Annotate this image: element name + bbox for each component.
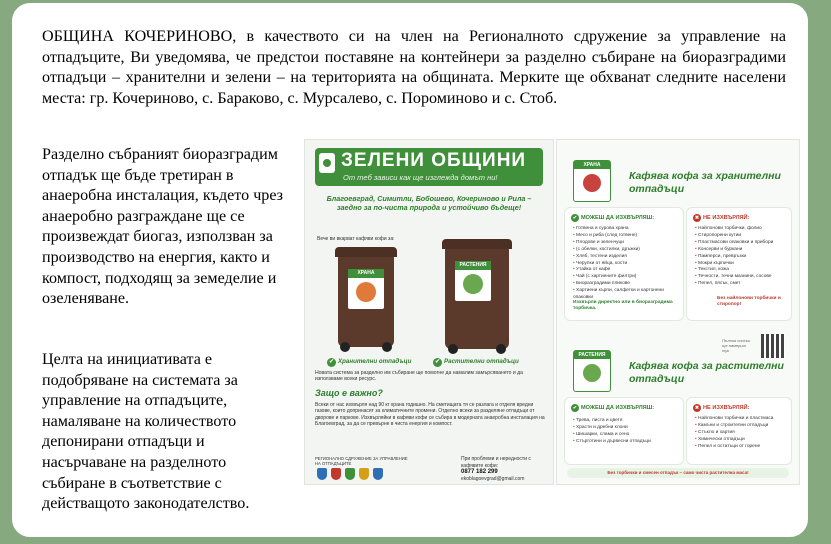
bin-tag: ХРАНА [348, 269, 384, 278]
list-item: • Хляб, тестени изделия [573, 254, 683, 261]
check-food-waste: ✔ Хранителни отпадъци [327, 358, 411, 367]
wheel-icon [340, 342, 350, 352]
list-item: • Найлонови торбички, фолио [695, 226, 791, 233]
municipality-crest-icon [345, 468, 355, 480]
poster-title: ЗЕЛЕНИ ОБЩИНИ [341, 150, 527, 171]
contact-block [461, 456, 549, 482]
poster-lead: Благоевград, Симитли, Бобошево, Кочериново и Рила – заедно за по-чиста природа и устойчиво бъдеще! [326, 194, 532, 212]
municipality-crest-icon [373, 468, 383, 480]
plant-bin-icon [573, 350, 611, 392]
food-tag: ХРАНА [574, 161, 610, 169]
list-item: • Готвена и сурова храна [573, 226, 683, 233]
poster-small-text: Вече ви вкарват кафяви кофи за: [317, 236, 395, 242]
plant-forbidden-box [687, 398, 791, 464]
food-allowed-list [573, 226, 683, 302]
poster-banner [315, 148, 543, 186]
list-item: • Черупки от яйца, кости [573, 261, 683, 268]
plant-forbidden-list [695, 416, 791, 451]
plant-icon [463, 274, 483, 294]
food-allowed-note: Изхвърли директно или в биоразградима торбичка. [573, 300, 673, 311]
food-icon [356, 282, 376, 302]
wheel-icon [448, 344, 458, 354]
why-heading: Защо е важно? [315, 388, 383, 398]
plant-section-title: Кафява кофа за растителни отпадъци [629, 360, 784, 385]
contact-email: ekoblagoevgrad@gmail.com [461, 475, 525, 482]
poster-note: Новата система за разделно им събиране ще помогне да намалим замърсяването и да използваме всеки ресурс. [315, 370, 523, 383]
food-icon [583, 174, 601, 192]
wheel-icon [382, 342, 392, 352]
list-item: • Месо и риба (след готвене) [573, 233, 683, 240]
list-item: • Чай (с хартиените филтри) [573, 274, 683, 281]
forbidden-heading: ✖ НЕ ИЗХВЪРЛЯЙ: [693, 404, 749, 412]
municipality-crest-icon [317, 468, 327, 480]
plant-tag: РАСТЕНИЯ [574, 351, 610, 359]
list-item: • Утайка от кафе [573, 267, 683, 274]
leaf-logo-icon [319, 153, 335, 173]
list-item: • Камъни и строителни отпадъци [695, 423, 791, 430]
list-item: • Пепел и остатъци от горене [695, 444, 791, 451]
contact-phone: 0877 182 299 [461, 469, 498, 475]
municipality-crest-icon [359, 468, 369, 480]
list-item: • Трева, листа и цветя [573, 418, 683, 425]
content-card [12, 3, 808, 537]
sorting-guide-poster [557, 140, 799, 484]
food-section-title: Кафява кофа за хранителни отпадъци [629, 170, 781, 195]
list-item: • Шишарки, слама и сено [573, 432, 683, 439]
plant-allowed-list [573, 418, 683, 446]
plant-allowed-box [565, 398, 683, 464]
biogas-paragraph: Разделно събраният биоразградим отпадък ще бъде третиран в анаеробна инсталация, където чрез анаеробно разграждане ще се произвеждат биогаз, използван за производство на енергия, както и компост, подходящ за земеделие и озеленяване. [42, 146, 284, 308]
wheel-icon [496, 344, 506, 354]
list-item: • Химически отпадъци [695, 437, 791, 444]
green-municipalities-poster [305, 140, 553, 484]
food-bin-icon [573, 160, 611, 202]
municipality-crest-icon [331, 468, 341, 480]
qr-code-icon[interactable] [761, 334, 785, 358]
list-item: • Найлонови торбички и пластмаса [695, 416, 791, 423]
bin-tag: РАСТЕНИЯ [455, 261, 491, 270]
why-body: Всеки от нас изхвърля над 90 кг храна годишно. На сметищата тя се разлага и отделя вредни газове, които допринасят за климатичните промени. Отделно всеки за разделяне отпадъци от дворове и паркове. Изхвърляйки в кафяви кофи се събира в модерната анаеробна инсталация на Благоевград, за да се превърне в чиста енергия и компост. [315, 402, 545, 428]
contact-label: При проблеми и нередности с кафявите кофи: [461, 456, 531, 469]
plant-bin-image [445, 247, 509, 349]
plant-icon [583, 364, 601, 382]
list-item: • Стиропорени кутии [695, 233, 791, 240]
association-name: РЕГИОНАЛНО СДРУЖЕНИЕ ЗА УПРАВЛЕНИЕ НА ОТПАДЪЦИТЕ [315, 456, 408, 466]
list-item: • Плодове и зеленчуци [573, 240, 683, 247]
list-item: • Течности, течни мазнини, сосове [695, 274, 791, 281]
list-item: • Хартиени кърпи, салфетки и картонени опаковки [573, 288, 683, 302]
poster-subtitle: От теб зависи как ще изглежда домът ни! [343, 173, 498, 182]
food-forbidden-list [695, 226, 791, 288]
list-item: • Стъкло и хартия [695, 430, 791, 437]
food-bin-image [338, 255, 394, 347]
list-item: • Памперси, превръзки [695, 254, 791, 261]
list-item: • Текстил, кожа [695, 267, 791, 274]
list-item: • Стърготини и дървесни отпадъци [573, 439, 683, 446]
list-item: • Пепел, пясък, смет [695, 281, 791, 288]
food-allowed-box [565, 208, 683, 320]
check-plant-waste: ✔ Растителни отпадъци [433, 358, 519, 367]
list-item: • (с обелки, костилки, дръжки) [573, 247, 683, 254]
qr-hint: Пълния списък ще намериш тук [722, 338, 751, 353]
forbidden-heading: ✖ НЕ ИЗХВЪРЛЯЙ: [693, 214, 749, 222]
intro-paragraph: ОБЩИНА КОЧЕРИНОВО, в качеството си на член на Регионалното сдружение за управление на отпадъците, Ви уведомява, че предстои поставяне на контейнери за разделно събиране на биоразградими отпадъци – хранителни и зелени – на територията на общината. Мерките ще обхванат следните населени места: гр. Кочериново, с. Бараково, с. Мурсалево, с. Пороминово и с. Стоб. [42, 28, 786, 107]
food-forbidden-box [687, 208, 791, 320]
allowed-heading: ✔ МОЖЕШ ДА ИЗХВЪРЛЯШ: [571, 214, 654, 222]
list-item: • Биоразградими пликове [573, 281, 683, 288]
food-forbidden-note: Без найлонови торбички и стиропор! [717, 296, 781, 307]
bin-label [455, 261, 491, 301]
bin-label [348, 269, 384, 309]
list-item: • Храсти и дребни клони [573, 425, 683, 432]
bottom-warning-strip: Без торбички и смесен отпадък – само чиста растителна маса! [567, 468, 789, 478]
list-item: • Мокри кърпички [695, 261, 791, 268]
allowed-heading: ✔ МОЖЕШ ДА ИЗХВЪРЛЯШ: [571, 404, 654, 412]
list-item: • Консерви и буркани [695, 247, 791, 254]
list-item: • Пластмасови опаковки и прибори [695, 240, 791, 247]
goal-paragraph: Целта на инициативата е подобряване на системата за управление на отпадъците, намаляване на количеството депонирани отпадъци и насърчаване на разделното събиране в съответствие с действащото законодателство. [42, 351, 250, 513]
